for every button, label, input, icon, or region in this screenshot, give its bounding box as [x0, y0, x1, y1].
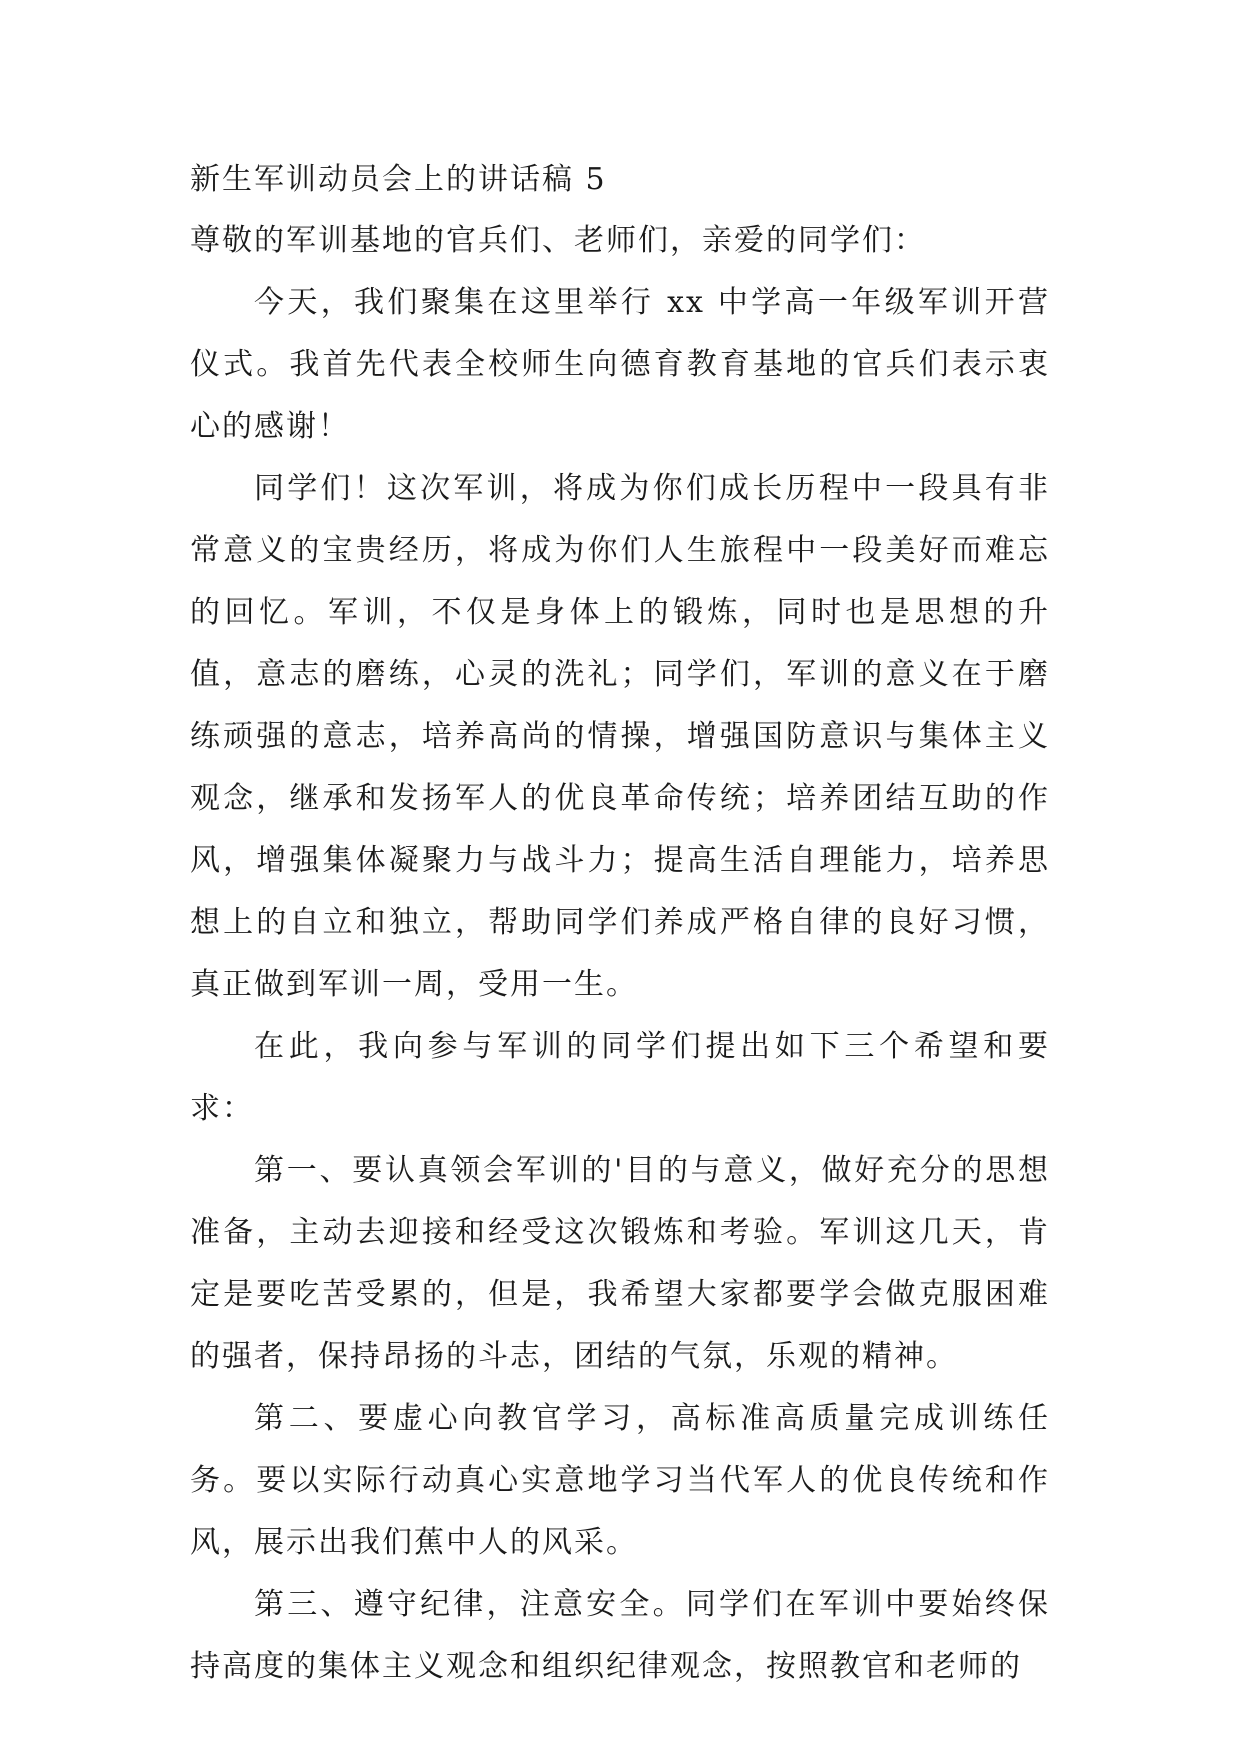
paragraph: 第三、遵守纪律，注意安全。同学们在军训中要始终保持高度的集体主义观念和组织纪律观念，按照教官和老师的	[190, 1587, 1050, 1684]
paragraph: 同学们！这次军训，将成为你们成长历程中一段具有非常意义的宝贵经历，将成为你们人生旅程中一段美好而难忘的回忆。军训，不仅是身体上的锻炼，同时也是思想的升值，意志的磨练，心灵的洗礼；同学们，军训的意义在于磨练顽强的意志，培养高尚的情操，增强国防意识与集体主义观念，继承和发扬军人的优良革命传统；培养团结互助的作风，增强集体凝聚力与战斗力；提高生活自理能力，培养思想上的自立和独立，帮助同学们养成严格自律的良好习惯，真正做到军训一周，受用一生。	[190, 471, 1050, 1002]
salutation: 尊敬的军训基地的官兵们、老师们，亲爱的同学们：	[190, 223, 926, 258]
paragraph: 第二、要虚心向教官学习，高标准高质量完成训练任务。要以实际行动真心实意地学习当代军人的优良传统和作风，展示出我们蕉中人的风采。	[190, 1401, 1050, 1560]
document-title: 新生军训动员会上的讲话稿 5	[190, 162, 607, 197]
document-body	[190, 150, 1050, 1698]
paragraph: 今天，我们聚集在这里举行 xx 中学高一年级军训开营仪式。我首先代表全校师生向德育教育基地的官兵们表示衷心的感谢！	[190, 285, 1050, 444]
paragraph: 第一、要认真领会军训的'目的与意义，做好充分的思想准备，主动去迎接和经受这次锻炼和考验。军训这几天，肯定是要吃苦受累的，但是，我希望大家都要学会做克服困难的强者，保持昂扬的斗志，团结的气氛，乐观的精神。	[190, 1153, 1050, 1374]
paragraph: 在此，我向参与军训的同学们提出如下三个希望和要求：	[190, 1029, 1050, 1126]
